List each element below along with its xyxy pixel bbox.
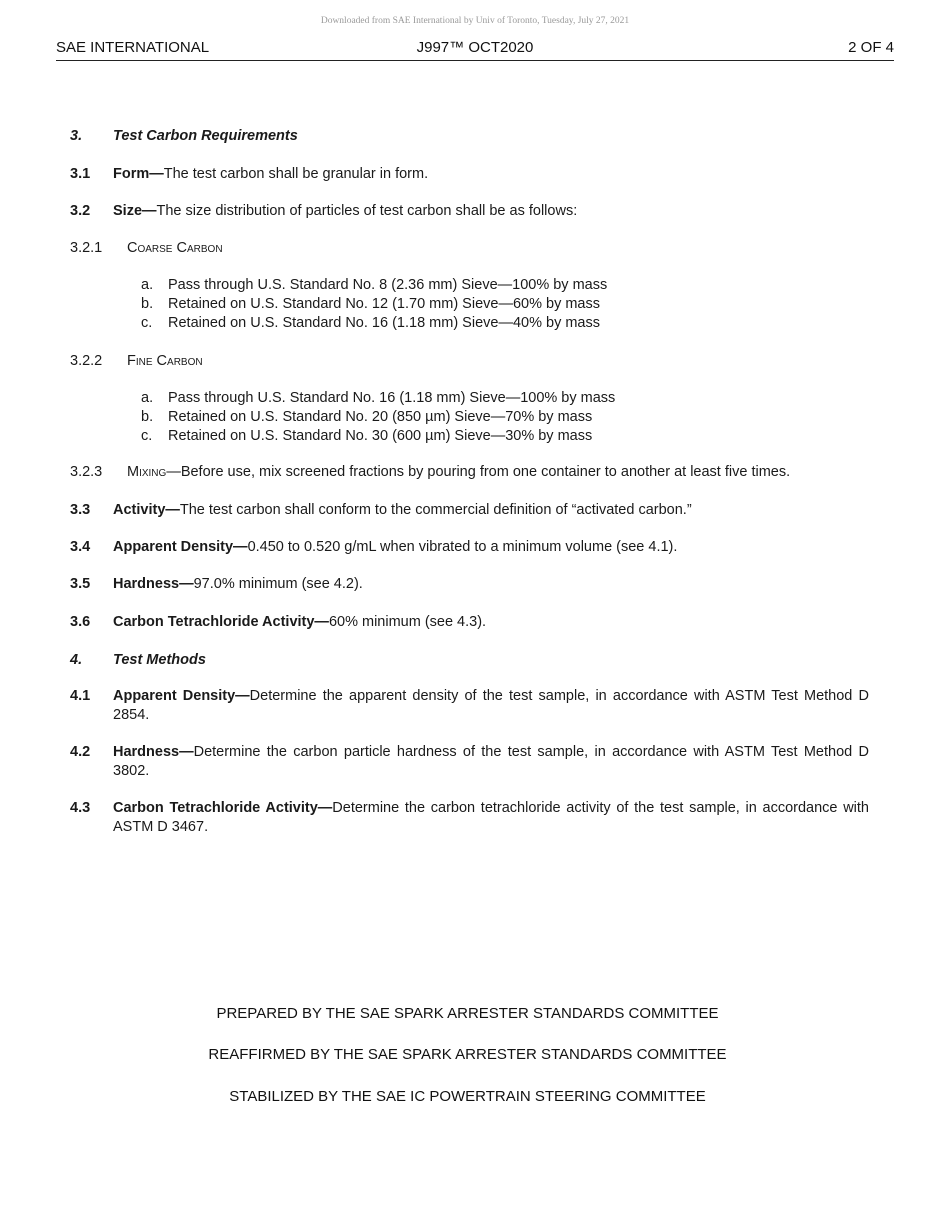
section-text xyxy=(113,687,869,725)
section-label: Size— xyxy=(113,203,157,219)
fine-carbon-list xyxy=(141,389,841,446)
section-title: Fine Carbon xyxy=(127,353,203,369)
section-body: Determine the apparent density of the test sample, in accordance with ASTM Test Method D 2854. xyxy=(113,688,869,723)
section-number: 3.2.1 xyxy=(70,240,103,256)
section-label: Carbon Tetrachloride Activity— xyxy=(113,614,329,630)
list-item xyxy=(141,389,841,408)
section-label: Hardness— xyxy=(113,744,194,760)
reaffirmed-by-statement: REAFFIRMED BY THE SAE SPARK ARRESTER STANDARDS COMMITTEE xyxy=(208,1046,727,1063)
section-text xyxy=(113,613,869,632)
section-text xyxy=(113,202,869,221)
section-body: 60% minimum (see 4.3). xyxy=(328,614,487,630)
download-notice: Downloaded from SAE International by Univ of Toronto, Tuesday, July 27, 2021 xyxy=(320,16,630,26)
list-item-letter: c. xyxy=(141,315,153,331)
section-text xyxy=(113,575,869,594)
section-number: 4.1 xyxy=(70,688,91,704)
list-item-letter: b. xyxy=(141,296,154,312)
list-item-text: Retained on U.S. Standard No. 30 (600 µm) Sieve—30% by mass xyxy=(168,428,593,444)
section-label: Mixing xyxy=(127,464,167,480)
section-body: —Before use, mix screened fractions by pouring from one container to another at least five times. xyxy=(166,464,791,480)
section-text xyxy=(127,463,869,482)
list-item-letter: a. xyxy=(141,277,154,293)
section-title: Test Methods xyxy=(113,652,206,668)
section-body: 0.450 to 0.520 g/mL when vibrated to a minimum volume (see 4.1). xyxy=(247,539,678,555)
section-number: 3.2.3 xyxy=(70,464,103,480)
section-label: Carbon Tetrachloride Activity— xyxy=(113,800,333,816)
section-body: The test carbon shall be granular in form. xyxy=(163,166,429,182)
section-text xyxy=(113,165,869,184)
header-organization: SAE INTERNATIONAL xyxy=(56,39,210,56)
section-number: 3.4 xyxy=(70,539,91,555)
section-text xyxy=(113,501,869,520)
section-number: 4.3 xyxy=(70,800,91,816)
section-body: Determine the carbon particle hardness of the test sample, in accordance with ASTM Test Method D 3802. xyxy=(113,744,869,779)
list-item-text: Pass through U.S. Standard No. 8 (2.36 mm) Sieve—100% by mass xyxy=(168,277,608,293)
section-number: 4. xyxy=(70,652,83,668)
section-number: 3.2 xyxy=(70,203,91,219)
list-item xyxy=(141,295,841,314)
list-item-text: Retained on U.S. Standard No. 16 (1.18 mm) Sieve—40% by mass xyxy=(168,315,600,331)
header-document-id: J997™ OCT2020 xyxy=(416,39,534,56)
section-label: Form— xyxy=(113,166,164,182)
header-page-number: 2 OF 4 xyxy=(848,39,894,56)
section-label: Activity— xyxy=(113,502,180,518)
section-label: Apparent Density— xyxy=(113,688,250,704)
section-number: 3.5 xyxy=(70,576,91,592)
section-title: Coarse Carbon xyxy=(127,240,223,256)
list-item-text: Retained on U.S. Standard No. 20 (850 µm) Sieve—70% by mass xyxy=(168,409,593,425)
section-title: Test Carbon Requirements xyxy=(113,128,298,144)
list-item-letter: a. xyxy=(141,390,154,406)
section-label: Hardness— xyxy=(113,576,194,592)
section-label: Apparent Density— xyxy=(113,539,248,555)
section-text xyxy=(113,799,869,837)
section-body: The test carbon shall conform to the commercial definition of “activated carbon.” xyxy=(179,502,692,518)
section-body: 97.0% minimum (see 4.2). xyxy=(193,576,363,592)
section-number: 3.1 xyxy=(70,166,91,182)
list-item xyxy=(141,408,841,427)
section-text xyxy=(113,743,869,781)
section-number: 3.6 xyxy=(70,614,91,630)
section-body: Determine the carbon tetrachloride activity of the test sample, in accordance with ASTM D 3467. xyxy=(113,800,869,835)
list-item-text: Pass through U.S. Standard No. 16 (1.18 mm) Sieve—100% by mass xyxy=(168,390,616,406)
list-item-letter: c. xyxy=(141,428,153,444)
list-item-text: Retained on U.S. Standard No. 12 (1.70 mm) Sieve—60% by mass xyxy=(168,296,600,312)
section-text xyxy=(113,538,869,557)
page-header xyxy=(56,38,894,61)
list-item-letter: b. xyxy=(141,409,154,425)
section-number: 3.2.2 xyxy=(70,353,103,369)
coarse-carbon-list xyxy=(141,276,841,333)
list-item xyxy=(141,427,841,446)
stabilized-by-statement: STABILIZED BY THE SAE IC POWERTRAIN STEERING COMMITTEE xyxy=(229,1088,706,1105)
section-number: 3.3 xyxy=(70,502,91,518)
section-body: The size distribution of particles of test carbon shall be as follows: xyxy=(156,203,578,219)
list-item xyxy=(141,314,841,333)
prepared-by-statement: PREPARED BY THE SAE SPARK ARRESTER STANDARDS COMMITTEE xyxy=(216,1005,719,1022)
section-number: 3. xyxy=(70,128,83,144)
list-item xyxy=(141,276,841,295)
section-number: 4.2 xyxy=(70,744,91,760)
